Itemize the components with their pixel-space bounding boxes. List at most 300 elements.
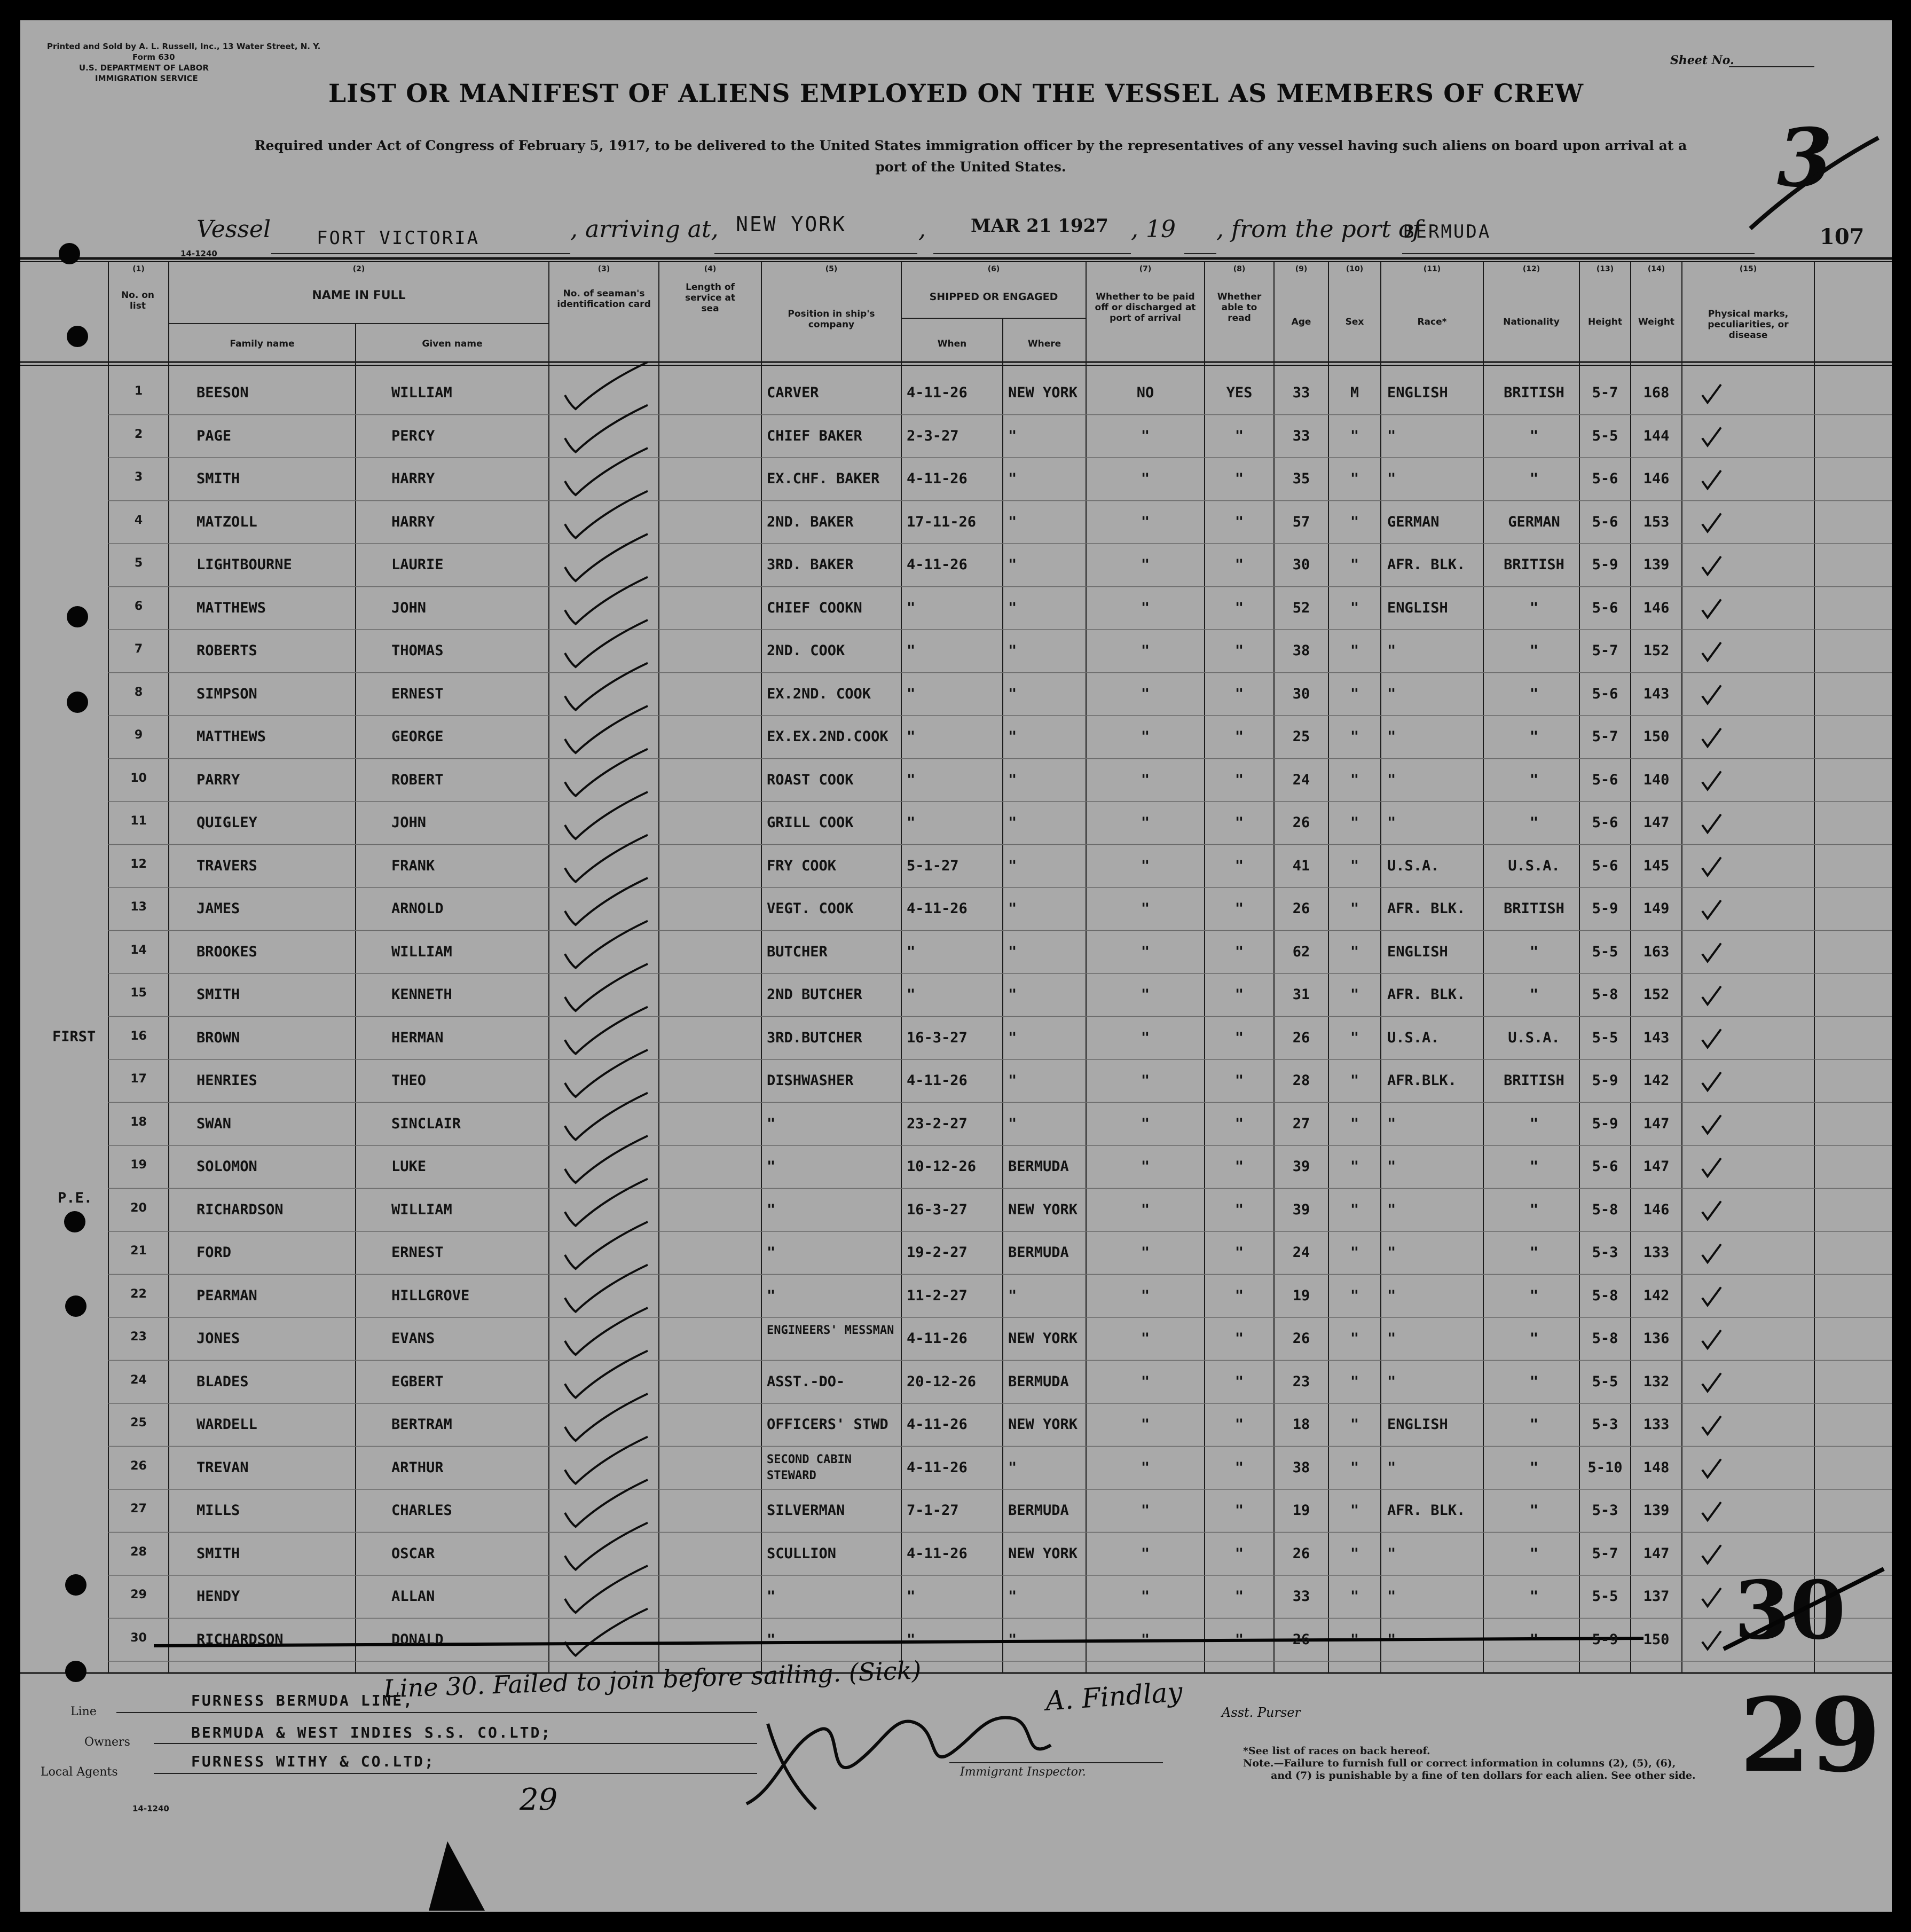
cell-nat: " bbox=[1529, 685, 1539, 702]
cell-position: 3RD.BUTCHER bbox=[767, 1029, 862, 1046]
cell-height: 5-9 bbox=[1592, 1631, 1618, 1648]
cell-paid: " bbox=[1141, 685, 1150, 702]
agents-label: Local Agents bbox=[41, 1765, 118, 1779]
service-label: IMMIGRATION SERVICE bbox=[95, 74, 198, 83]
binder-hole bbox=[65, 1661, 86, 1682]
cell-position: OFFICERS' STWD bbox=[767, 1416, 888, 1433]
cell-height: 5-7 bbox=[1592, 384, 1618, 401]
cell-when: 7-1-27 bbox=[907, 1502, 959, 1519]
cell-sex: M bbox=[1350, 384, 1359, 401]
cell-when: 16-3-27 bbox=[907, 1201, 968, 1218]
date-stamp: MAR 21 1927 bbox=[971, 215, 1108, 237]
cell-family: JONES bbox=[196, 1330, 240, 1347]
cell-when: 4-11-26 bbox=[907, 1416, 968, 1433]
cell-family: BROWN bbox=[196, 1029, 240, 1046]
cell-no: 1 bbox=[134, 384, 143, 398]
id-card-checkmark bbox=[565, 921, 648, 968]
cell-given: HARRY bbox=[391, 513, 435, 530]
cell-race: AFR. BLK. bbox=[1387, 1502, 1466, 1519]
cell-race: " bbox=[1387, 1115, 1396, 1132]
cell-family: BROOKES bbox=[196, 943, 257, 960]
cell-age: 38 bbox=[1292, 642, 1310, 659]
cell-family: SWAN bbox=[196, 1115, 232, 1132]
cell-height: 5-6 bbox=[1592, 599, 1618, 616]
cell-read: " bbox=[1234, 986, 1244, 1003]
cell-height: 5-5 bbox=[1592, 1029, 1618, 1046]
header-where: Where bbox=[1027, 339, 1061, 349]
cell-read: " bbox=[1234, 470, 1244, 487]
cell-position: SECOND CABIN STEWARD bbox=[767, 1452, 852, 1482]
crossed-total: 30 bbox=[1734, 1564, 1846, 1658]
col-num-10: (10) bbox=[1346, 265, 1364, 273]
cell-height: 5-9 bbox=[1592, 556, 1618, 573]
cell-sex: " bbox=[1350, 1115, 1359, 1132]
cell-when: " bbox=[907, 943, 916, 960]
id-card-checkmark bbox=[565, 1007, 648, 1054]
cell-given: JOHN bbox=[391, 599, 427, 616]
comma: , bbox=[918, 216, 926, 243]
cell-no: 6 bbox=[134, 599, 143, 613]
cell-height: 5-6 bbox=[1592, 685, 1618, 702]
cell-weight: 132 bbox=[1643, 1373, 1670, 1390]
form-code-bottom: 14-1240 bbox=[132, 1804, 169, 1813]
cell-when: " bbox=[907, 1631, 916, 1648]
cell-no: 11 bbox=[130, 814, 147, 828]
owners-label: Owners bbox=[84, 1735, 130, 1749]
cell-where: NEW YORK bbox=[1008, 1416, 1078, 1433]
cell-no: 24 bbox=[130, 1373, 147, 1387]
cell-when: " bbox=[907, 599, 916, 616]
cell-family: PEARMAN bbox=[196, 1287, 257, 1304]
cell-age: 33 bbox=[1292, 427, 1310, 444]
cell-sex: " bbox=[1350, 1459, 1359, 1476]
cell-read: " bbox=[1234, 814, 1244, 831]
cell-paid: " bbox=[1141, 1373, 1150, 1390]
cell-nat: " bbox=[1529, 1244, 1539, 1261]
cell-read: " bbox=[1234, 1330, 1244, 1347]
cell-age: 24 bbox=[1292, 1244, 1310, 1261]
physical-marks-tick bbox=[1702, 1459, 1721, 1478]
cell-race: " bbox=[1387, 1244, 1396, 1261]
header-family-name: Family name bbox=[230, 339, 295, 349]
cell-no: 7 bbox=[134, 642, 143, 656]
cell-position: 3RD. BAKER bbox=[767, 556, 854, 573]
id-card-checkmark bbox=[565, 1523, 648, 1570]
cell-family: MILLS bbox=[196, 1502, 240, 1519]
id-card-checkmark bbox=[565, 1308, 648, 1355]
cell-no: 26 bbox=[130, 1459, 147, 1473]
cell-position: BUTCHER bbox=[767, 943, 828, 960]
cell-where: " bbox=[1008, 986, 1017, 1003]
cell-position: 2ND BUTCHER bbox=[767, 986, 862, 1003]
cell-race: " bbox=[1387, 470, 1396, 487]
cell-paid: " bbox=[1141, 1416, 1150, 1433]
cell-given: LUKE bbox=[391, 1158, 427, 1175]
cell-where: NEW YORK bbox=[1008, 1201, 1078, 1218]
cell-nat: BRITISH bbox=[1504, 384, 1564, 401]
cell-height: 5-6 bbox=[1592, 470, 1618, 487]
cell-race: ENGLISH bbox=[1387, 384, 1448, 401]
cell-read: YES bbox=[1226, 384, 1253, 401]
cell-weight: 150 bbox=[1643, 728, 1670, 745]
id-card-checkmark bbox=[565, 706, 648, 753]
cell-height: 5-6 bbox=[1592, 513, 1618, 530]
binder-hole bbox=[65, 1574, 86, 1596]
cell-nat: " bbox=[1529, 1631, 1539, 1648]
cell-no: 13 bbox=[130, 900, 147, 914]
cell-race: " bbox=[1387, 771, 1396, 788]
cell-height: 5-6 bbox=[1592, 1158, 1618, 1175]
physical-marks-tick bbox=[1702, 900, 1721, 918]
cell-age: 26 bbox=[1292, 900, 1310, 917]
cell-given: ARTHUR bbox=[391, 1459, 444, 1476]
cell-family: SIMPSON bbox=[196, 685, 257, 702]
cell-family: RICHARDSON bbox=[196, 1201, 284, 1218]
subtitle-line-1: Required under Act of Congress of February 5, 1917, to be delivered to the United States immigration officer by the representatives of any vessel having such aliens on board upon arrival at a bbox=[254, 138, 1687, 153]
cell-where: " bbox=[1008, 728, 1017, 745]
id-card-checkmark bbox=[565, 448, 648, 495]
id-card-checkmark bbox=[565, 1179, 648, 1226]
purser-signature: A. Findlay bbox=[1044, 1676, 1184, 1717]
cell-nat: " bbox=[1529, 814, 1539, 831]
cell-read: " bbox=[1234, 771, 1244, 788]
cell-age: 31 bbox=[1292, 986, 1310, 1003]
physical-marks-tick bbox=[1702, 642, 1721, 661]
cell-paid: " bbox=[1141, 728, 1150, 745]
cell-family: MATZOLL bbox=[196, 513, 257, 530]
physical-marks-tick bbox=[1702, 1116, 1721, 1134]
id-card-checkmark bbox=[565, 534, 648, 581]
physical-marks-tick bbox=[1702, 1158, 1721, 1176]
cell-paid: " bbox=[1141, 1158, 1150, 1175]
cell-no: 2 bbox=[134, 427, 143, 441]
cell-nat: " bbox=[1529, 728, 1539, 745]
physical-marks-tick bbox=[1702, 1502, 1721, 1520]
cell-where: BERMUDA bbox=[1008, 1244, 1069, 1261]
cell-when: 2-3-27 bbox=[907, 427, 959, 444]
cell-family: ROBERTS bbox=[196, 642, 257, 659]
cell-age: 26 bbox=[1292, 814, 1310, 831]
id-card-checkmark bbox=[565, 964, 648, 1011]
cell-sex: " bbox=[1350, 1072, 1359, 1089]
physical-marks-tick bbox=[1702, 728, 1721, 747]
cell-position: CARVER bbox=[767, 384, 819, 401]
cell-race: " bbox=[1387, 1588, 1396, 1605]
cell-age: 26 bbox=[1292, 1330, 1310, 1347]
cell-paid: " bbox=[1141, 857, 1150, 874]
inspector-line bbox=[949, 1762, 1163, 1763]
vessel-name: FORT VICTORIA bbox=[317, 227, 480, 249]
cell-weight: 133 bbox=[1643, 1244, 1670, 1261]
cell-sex: " bbox=[1350, 1373, 1359, 1390]
agents-value: FURNESS WITHY & CO.LTD; bbox=[191, 1753, 435, 1770]
cell-family: HENDY bbox=[196, 1588, 240, 1605]
cell-position: CHIEF BAKER bbox=[767, 427, 862, 444]
cell-when: 23-2-27 bbox=[907, 1115, 968, 1132]
cell-age: 41 bbox=[1292, 857, 1310, 874]
col-num-6: (6) bbox=[987, 265, 1000, 273]
cell-race: AFR. BLK. bbox=[1387, 900, 1466, 917]
cell-paid: " bbox=[1141, 814, 1150, 831]
cell-where: " bbox=[1008, 642, 1017, 659]
physical-marks-tick bbox=[1702, 686, 1721, 704]
cell-given: WILLIAM bbox=[391, 1201, 452, 1218]
cell-race: GERMAN bbox=[1387, 513, 1440, 530]
id-card-checkmark bbox=[565, 1136, 648, 1183]
cell-race: " bbox=[1387, 1545, 1396, 1562]
cell-weight: 144 bbox=[1643, 427, 1670, 444]
cell-given: KENNETH bbox=[391, 986, 452, 1003]
cell-sex: " bbox=[1350, 771, 1359, 788]
cell-race: " bbox=[1387, 685, 1396, 702]
cell-paid: " bbox=[1141, 1201, 1150, 1218]
header-physical-marks: Physical marks, peculiarities, or disease bbox=[1708, 309, 1789, 341]
from-label: , from the port of bbox=[1216, 216, 1421, 243]
cell-where: " bbox=[1008, 814, 1017, 831]
department-label: U.S. DEPARTMENT OF LABOR bbox=[79, 63, 209, 73]
cell-race: ENGLISH bbox=[1387, 943, 1448, 960]
cell-no: 9 bbox=[134, 728, 143, 742]
cell-position: " bbox=[767, 1631, 776, 1648]
cell-position: ASST.-DO- bbox=[767, 1373, 845, 1390]
col-num-14: (14) bbox=[1647, 265, 1665, 273]
margin-note-first: FIRST bbox=[52, 1028, 96, 1045]
cell-position: ENGINEERS' MESSMAN bbox=[767, 1324, 894, 1337]
cell-height: 5-7 bbox=[1592, 1545, 1618, 1562]
cell-age: 30 bbox=[1292, 556, 1310, 573]
cell-paid: " bbox=[1141, 1244, 1150, 1261]
cell-race: " bbox=[1387, 728, 1396, 745]
cell-sex: " bbox=[1350, 1029, 1359, 1046]
vessel-label: Vessel bbox=[196, 216, 271, 243]
cell-sex: " bbox=[1350, 685, 1359, 702]
id-card-checkmark bbox=[565, 1265, 648, 1312]
id-card-checkmark bbox=[565, 1050, 648, 1097]
cell-height: 5-6 bbox=[1592, 814, 1618, 831]
cell-read: " bbox=[1234, 1244, 1244, 1261]
cell-nat: " bbox=[1529, 1588, 1539, 1605]
cell-read: " bbox=[1234, 1072, 1244, 1089]
header-paid-off: Whether to be paid off or discharged at port of arrival bbox=[1095, 292, 1196, 324]
cell-no: 27 bbox=[130, 1502, 147, 1515]
line-label: Line bbox=[70, 1705, 97, 1718]
cell-weight: 152 bbox=[1643, 642, 1670, 659]
cell-no: 16 bbox=[130, 1029, 147, 1043]
cell-given: FRANK bbox=[391, 857, 435, 874]
cell-age: 33 bbox=[1292, 1588, 1310, 1605]
cell-given: HILLGROVE bbox=[391, 1287, 470, 1304]
cell-no: 22 bbox=[130, 1287, 147, 1301]
cell-position: SILVERMAN bbox=[767, 1502, 845, 1519]
cell-given: EVANS bbox=[391, 1330, 435, 1347]
cell-where: " bbox=[1008, 685, 1017, 702]
cell-race: " bbox=[1387, 1373, 1396, 1390]
cell-age: 62 bbox=[1292, 943, 1310, 960]
cell-given: SINCLAIR bbox=[391, 1115, 461, 1132]
cell-age: 28 bbox=[1292, 1072, 1310, 1089]
cell-weight: 136 bbox=[1643, 1330, 1670, 1347]
binder-hole bbox=[64, 1211, 85, 1232]
cell-height: 5-9 bbox=[1592, 1115, 1618, 1132]
cell-nat: " bbox=[1529, 1287, 1539, 1304]
cell-paid: " bbox=[1141, 642, 1150, 659]
cell-where: " bbox=[1008, 857, 1017, 874]
cell-family: HENRIES bbox=[196, 1072, 257, 1089]
cell-when: 5-1-27 bbox=[907, 857, 959, 874]
cell-height: 5-5 bbox=[1592, 1588, 1618, 1605]
cell-read: " bbox=[1234, 513, 1244, 530]
physical-marks-tick bbox=[1702, 858, 1721, 876]
cell-read: " bbox=[1234, 1459, 1244, 1476]
cell-sex: " bbox=[1350, 599, 1359, 616]
cell-read: " bbox=[1234, 1502, 1244, 1519]
cell-paid: " bbox=[1141, 1502, 1150, 1519]
physical-marks-tick bbox=[1702, 514, 1721, 532]
cell-age: 26 bbox=[1292, 1545, 1310, 1562]
cell-race: " bbox=[1387, 427, 1396, 444]
cell-height: 5-6 bbox=[1592, 857, 1618, 874]
physical-marks-tick bbox=[1702, 1244, 1721, 1262]
cell-no: 5 bbox=[134, 556, 143, 570]
cell-when: " bbox=[907, 814, 916, 831]
form-code-top: 14-1240 bbox=[180, 249, 217, 258]
cell-height: 5-5 bbox=[1592, 943, 1618, 960]
col-num-1: (1) bbox=[132, 265, 145, 273]
cell-nat: BRITISH bbox=[1504, 900, 1564, 917]
cell-when: 11-2-27 bbox=[907, 1287, 968, 1304]
cell-position: " bbox=[767, 1287, 776, 1304]
cell-where: " bbox=[1008, 599, 1017, 616]
physical-marks-tick bbox=[1702, 1416, 1721, 1434]
cell-age: 26 bbox=[1292, 1631, 1310, 1648]
cell-where: " bbox=[1008, 771, 1017, 788]
cell-given: JOHN bbox=[391, 814, 427, 831]
cell-no: 19 bbox=[130, 1158, 147, 1172]
cell-weight: 140 bbox=[1643, 771, 1670, 788]
cell-when: 19-2-27 bbox=[907, 1244, 968, 1261]
cell-position: 2ND. BAKER bbox=[767, 513, 854, 530]
physical-marks-tick bbox=[1702, 1330, 1721, 1348]
cell-weight: 146 bbox=[1643, 599, 1670, 616]
physical-marks-tick bbox=[1702, 772, 1721, 790]
cell-where: NEW YORK bbox=[1008, 1330, 1078, 1347]
cell-nat: " bbox=[1529, 427, 1539, 444]
cell-no: 29 bbox=[130, 1588, 147, 1601]
cell-no: 12 bbox=[130, 857, 147, 871]
header-sex: Sex bbox=[1345, 317, 1364, 327]
cell-height: 5-5 bbox=[1592, 427, 1618, 444]
cell-position: " bbox=[767, 1588, 776, 1605]
cell-sex: " bbox=[1350, 986, 1359, 1003]
cell-weight: 148 bbox=[1643, 1459, 1670, 1476]
id-card-checkmark bbox=[565, 1394, 648, 1441]
cell-height: 5-8 bbox=[1592, 986, 1618, 1003]
cell-height: 5-3 bbox=[1592, 1244, 1618, 1261]
cell-nat: " bbox=[1529, 986, 1539, 1003]
header-id-card: No. of seaman's identification card bbox=[557, 288, 651, 310]
cell-sex: " bbox=[1350, 1158, 1359, 1175]
physical-marks-tick bbox=[1702, 814, 1721, 833]
cell-given: DONALD bbox=[391, 1631, 444, 1648]
cell-where: " bbox=[1008, 1588, 1017, 1605]
cell-when: " bbox=[907, 728, 916, 745]
cell-height: 5-9 bbox=[1592, 900, 1618, 917]
cell-where: " bbox=[1008, 1631, 1017, 1648]
cell-when: 4-11-26 bbox=[907, 1330, 968, 1347]
cell-where: BERMUDA bbox=[1008, 1373, 1069, 1390]
cell-position: EX.EX.2ND.COOK bbox=[767, 728, 888, 745]
cell-position: SCULLION bbox=[767, 1545, 837, 1562]
cell-no: 3 bbox=[134, 470, 143, 484]
cell-read: " bbox=[1234, 599, 1244, 616]
cell-family: TRAVERS bbox=[196, 857, 257, 874]
cell-family: SOLOMON bbox=[196, 1158, 257, 1175]
cell-when: " bbox=[907, 986, 916, 1003]
cell-nat: BRITISH bbox=[1504, 1072, 1564, 1089]
cell-race: ENGLISH bbox=[1387, 599, 1448, 616]
cell-family: BLADES bbox=[196, 1373, 249, 1390]
cell-read: " bbox=[1234, 857, 1244, 874]
header-age: Age bbox=[1291, 317, 1311, 327]
cell-no: 23 bbox=[130, 1330, 147, 1344]
cell-read: " bbox=[1234, 1545, 1244, 1562]
handwritten-line30-note: Line 30. Failed to join before sailing. (Sick) bbox=[383, 1655, 922, 1703]
physical-marks-tick bbox=[1702, 600, 1721, 618]
cell-paid: " bbox=[1141, 427, 1150, 444]
physical-marks-tick bbox=[1702, 1373, 1721, 1392]
cell-read: " bbox=[1234, 943, 1244, 960]
cell-read: " bbox=[1234, 900, 1244, 917]
cell-weight: 139 bbox=[1643, 556, 1670, 573]
cell-when: 4-11-26 bbox=[907, 900, 968, 917]
cell-race: " bbox=[1387, 642, 1396, 659]
cell-nat: " bbox=[1529, 1545, 1539, 1562]
inspector-signature bbox=[736, 1681, 1056, 1820]
physical-marks-tick bbox=[1702, 556, 1721, 575]
cell-no: 4 bbox=[134, 513, 143, 527]
col-num-9: (9) bbox=[1295, 265, 1308, 273]
cell-no: 15 bbox=[130, 986, 147, 1000]
id-card-checkmark bbox=[565, 577, 648, 624]
cell-height: 5-9 bbox=[1592, 1072, 1618, 1089]
col-num-8: (8) bbox=[1233, 265, 1246, 273]
cell-position: GRILL COOK bbox=[767, 814, 854, 831]
cell-weight: 152 bbox=[1643, 986, 1670, 1003]
binder-hole bbox=[59, 243, 80, 264]
page-number: 107 bbox=[1820, 224, 1865, 249]
manifest-grid bbox=[20, 20, 1892, 1912]
cell-race: " bbox=[1387, 1201, 1396, 1218]
cell-nat: U.S.A. bbox=[1508, 1029, 1560, 1046]
cell-family: WARDELL bbox=[196, 1416, 257, 1433]
cell-nat: " bbox=[1529, 1201, 1539, 1218]
id-card-checkmark bbox=[565, 405, 648, 452]
cell-age: 23 bbox=[1292, 1373, 1310, 1390]
header-race: Race* bbox=[1417, 317, 1447, 327]
id-card-checkmark bbox=[565, 792, 648, 839]
physical-marks-tick bbox=[1702, 1201, 1721, 1220]
cell-paid: " bbox=[1141, 771, 1150, 788]
cell-age: 24 bbox=[1292, 771, 1310, 788]
col-num-7: (7) bbox=[1139, 265, 1152, 273]
cell-read: " bbox=[1234, 427, 1244, 444]
from-port: BERMUDA bbox=[1403, 221, 1491, 242]
physical-marks-tick bbox=[1702, 384, 1721, 403]
cell-nat: BRITISH bbox=[1504, 556, 1564, 573]
cell-sex: " bbox=[1350, 814, 1359, 831]
handwritten-sheet-number: 3 bbox=[1777, 111, 1833, 205]
header-height: Height bbox=[1588, 317, 1622, 327]
